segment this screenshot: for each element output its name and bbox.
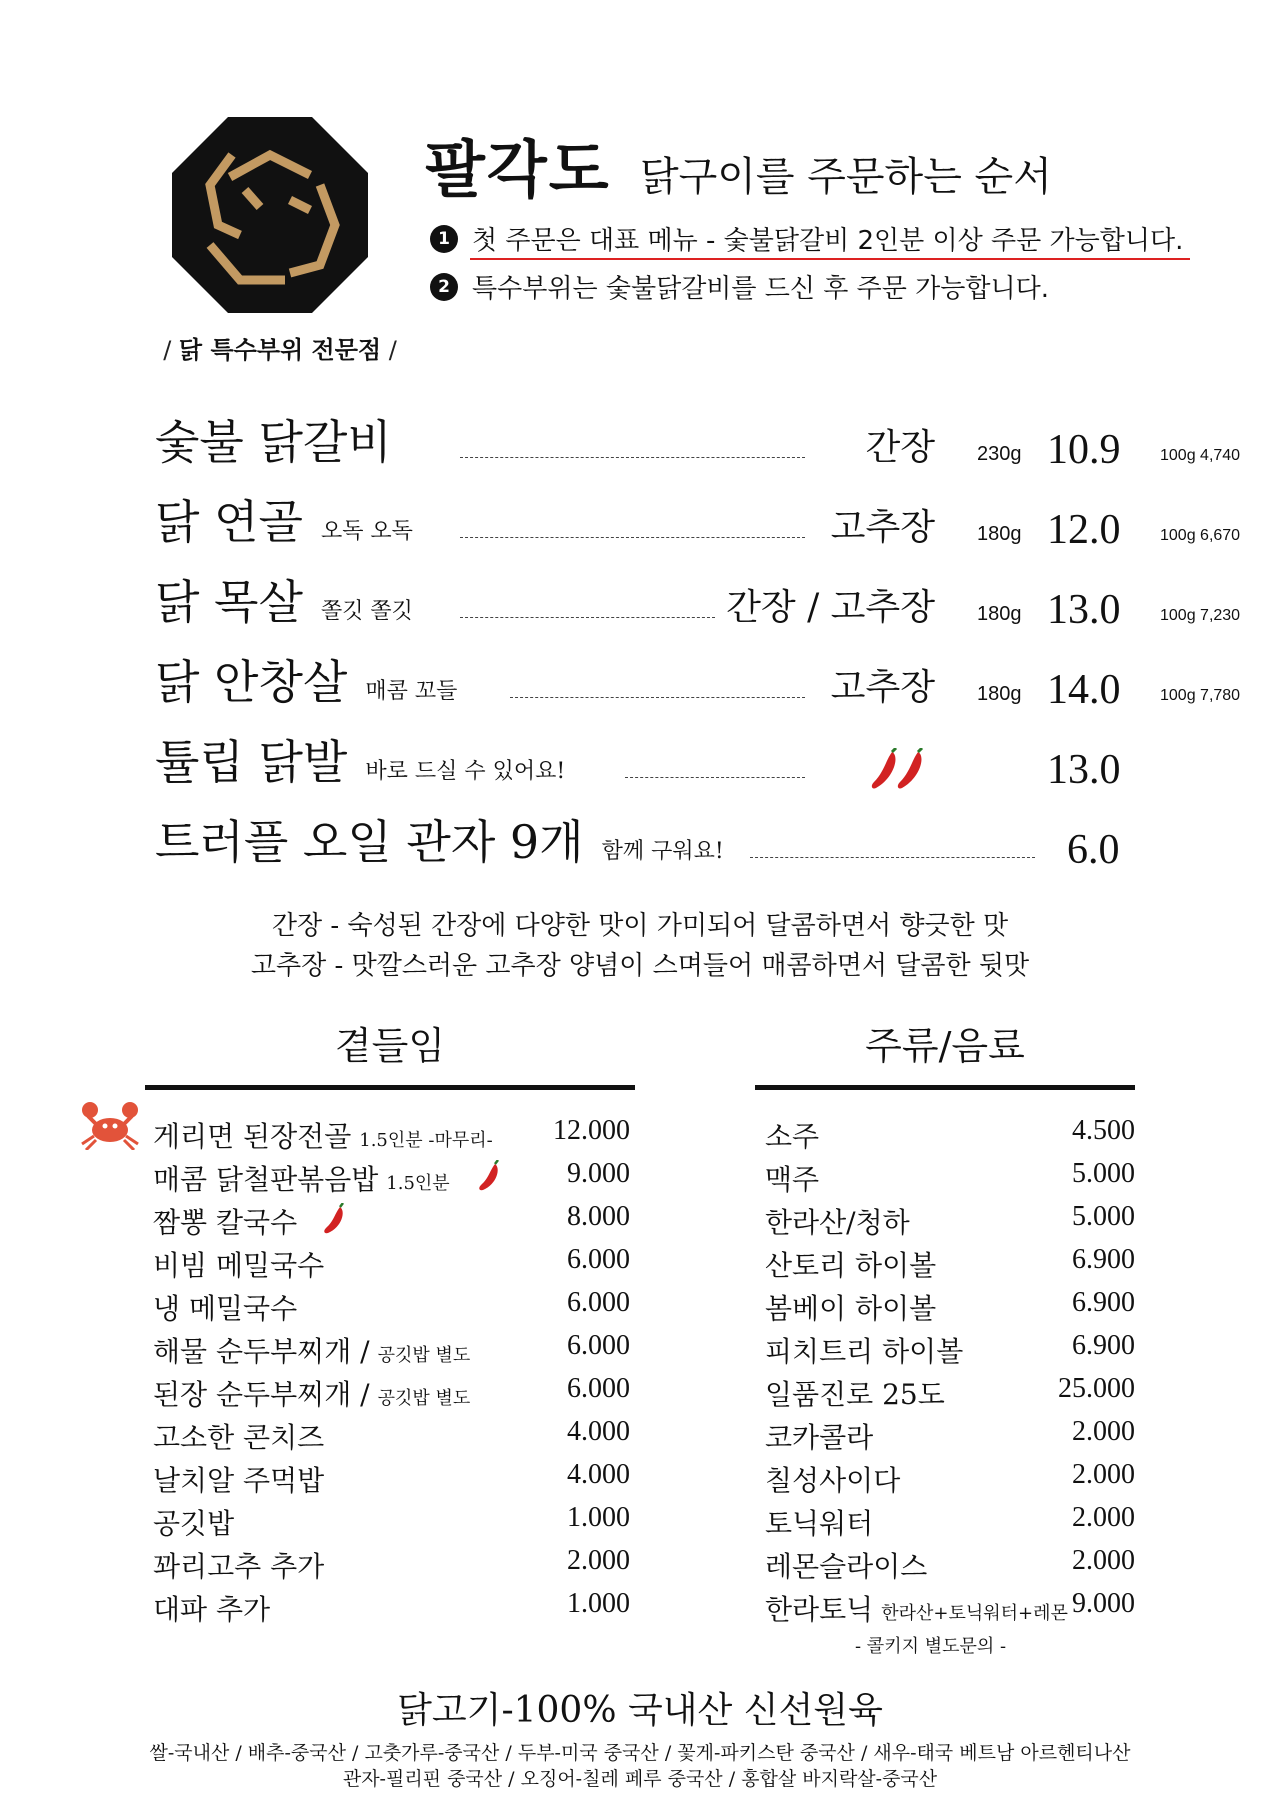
- sauce-description: 고추장 - 맛깔스러운 고추장 양념이 스며들어 매콤하면서 달콤한 뒷맛: [250, 951, 1030, 981]
- list-item: [153, 1588, 270, 1628]
- list-item-name: 날치알 주먹밥: [153, 1464, 325, 1497]
- menu-item-sauce: 고추장: [830, 507, 935, 548]
- list-item-note: 공깃밥 별도: [377, 1388, 471, 1409]
- menu-item-name: 트러플 오일 관자 9개: [155, 815, 584, 869]
- list-item: [153, 1373, 470, 1413]
- menu-item-name: 닭 목살: [155, 575, 303, 629]
- rule-underline: [470, 258, 1190, 260]
- list-item-price: 2.000: [1072, 1459, 1135, 1490]
- origin-line: 쌀-국내산 / 배추-중국산 / 고춧가루-중국산 / 두부-미국 중국산 / 꽃게-파키스탄 중국산 / 새우-태국 베트남 아르헨티나산: [149, 1742, 1131, 1764]
- menu-item-note: 쫄깃 쫄깃: [320, 599, 413, 624]
- menu-item-note: 오독 오독: [320, 519, 413, 544]
- menu-item-name: 닭 안창살: [155, 655, 348, 709]
- menu-item: [155, 570, 1255, 640]
- list-item-price: 2.000: [1072, 1545, 1135, 1576]
- list-item-name: 피치트리 하이볼: [765, 1335, 964, 1368]
- list-item-name: 비빔 메밀국수: [153, 1249, 325, 1282]
- origin-title: 닭고기-100% 국내산 신선원육: [397, 1690, 883, 1731]
- list-item-price: 1.000: [567, 1502, 630, 1533]
- list-item-name: 된장 순두부찌개 /: [153, 1378, 370, 1411]
- list-item-name: 토닉워터: [765, 1507, 874, 1540]
- list-item: [765, 1244, 936, 1284]
- menu-item-per100: 100g 7,230: [1160, 607, 1241, 624]
- list-item-name: 꽈리고추 추가: [153, 1550, 325, 1583]
- list-item-price: 9.000: [1072, 1588, 1135, 1619]
- number-badge-1: 1: [430, 225, 458, 253]
- list-item: [153, 1158, 450, 1198]
- menu-item: [155, 490, 1255, 560]
- list-item-name: 매콤 닭철판볶음밥: [153, 1163, 379, 1196]
- drinks-section-title: 주류/음료: [865, 1024, 1025, 1068]
- chili-pepper-icon: [870, 748, 932, 792]
- list-item-price: 6.900: [1072, 1330, 1135, 1361]
- list-item-name: 공깃밥: [153, 1507, 235, 1540]
- list-item: [153, 1201, 297, 1241]
- order-rule-1: 1 첫 주문은 대표 메뉴 - 숯불닭갈비 2인분 이상 주문 가능합니다.: [440, 220, 1183, 257]
- list-item-price: 8.000: [567, 1201, 630, 1232]
- list-item-price: 25.000: [1058, 1373, 1135, 1404]
- menu-item-weight: 180g: [977, 683, 1022, 705]
- menu-item-per100: 100g 7,780: [1160, 687, 1241, 704]
- list-item-note: 1.5인분: [386, 1173, 450, 1194]
- list-item: [153, 1545, 324, 1585]
- menu-item-sauce: 고추장: [830, 667, 935, 708]
- list-item-price: 6.900: [1072, 1244, 1135, 1275]
- list-item: [765, 1459, 900, 1499]
- list-item-note: 한라산+토닉워터+레몬: [881, 1603, 1068, 1624]
- chili-pepper-icon: [477, 1160, 503, 1192]
- octagon-logo-icon: [170, 115, 370, 315]
- section-divider: [145, 1085, 635, 1090]
- menu-item: [155, 410, 1255, 480]
- list-item: [153, 1459, 324, 1499]
- list-item-price: 6.000: [567, 1330, 630, 1361]
- list-item-name: 소주: [765, 1120, 820, 1153]
- list-item: [765, 1545, 927, 1585]
- list-item-note: 공깃밥 별도: [377, 1345, 471, 1366]
- dotted-leader: [460, 457, 805, 458]
- menu-item-note: 바로 드실 수 있어요!: [365, 759, 566, 784]
- menu-item-price: 13.0: [1047, 587, 1121, 633]
- menu-item-name: 튤립 닭발: [155, 735, 348, 789]
- list-item-name: 레몬슬라이스: [765, 1550, 928, 1583]
- list-item-price: 6.000: [567, 1373, 630, 1404]
- dotted-leader: [750, 857, 1035, 858]
- list-item-price: 6.900: [1072, 1287, 1135, 1318]
- list-item-name: 봄베이 하이볼: [765, 1292, 937, 1325]
- menu-item-name: 숯불 닭갈비: [155, 415, 392, 469]
- list-item-price: 5.000: [1072, 1158, 1135, 1189]
- menu-item-sauce: 간장 / 고추장: [726, 587, 935, 628]
- list-item: [765, 1502, 873, 1542]
- crab-icon: [80, 1098, 140, 1150]
- list-item-name: 냉 메밀국수: [153, 1292, 298, 1325]
- list-item: [765, 1373, 945, 1413]
- list-item-name: 맥주: [765, 1163, 820, 1196]
- sauce-description: 간장 - 숙성된 간장에 다양한 맛이 가미되어 달콤하면서 향긋한 맛: [271, 911, 1009, 941]
- menu-item-per100: 100g 6,670: [1160, 527, 1241, 544]
- list-item-name: 한라산/청하: [765, 1206, 910, 1239]
- list-item: [765, 1287, 936, 1327]
- list-item-price: 9.000: [567, 1158, 630, 1189]
- menu-item-weight: 180g: [977, 523, 1022, 545]
- list-item-price: 1.000: [567, 1588, 630, 1619]
- dotted-leader: [460, 537, 805, 538]
- menu-item-note: 매콤 꼬들: [365, 679, 458, 704]
- menu-item-price: 10.9: [1047, 427, 1121, 473]
- number-badge-2: 2: [430, 273, 458, 301]
- list-item: [765, 1201, 910, 1241]
- menu-item-price: 6.0: [1067, 827, 1120, 873]
- page-title: 닭구이를 주문하는 순서: [640, 154, 1052, 200]
- chili-pepper-icon: [322, 1203, 348, 1235]
- menu-item: [155, 810, 1255, 880]
- list-item: [765, 1330, 963, 1370]
- menu-item-sauce: 간장: [865, 427, 935, 468]
- menu-item-note: 함께 구워요!: [601, 839, 724, 864]
- menu-item: [155, 650, 1255, 720]
- list-item-name: 고소한 콘치즈: [153, 1421, 325, 1454]
- menu-item-weight: 180g: [977, 603, 1022, 625]
- list-item-name: 코카콜라: [765, 1421, 874, 1454]
- list-item-price: 2.000: [1072, 1502, 1135, 1533]
- list-item-name: 해물 순두부찌개 /: [153, 1335, 370, 1368]
- brand-name: 팔각도: [425, 133, 611, 206]
- menu-item-name: 닭 연골: [155, 495, 303, 549]
- menu-item-weight: 230g: [977, 443, 1022, 465]
- list-item: [153, 1115, 493, 1155]
- list-item: [153, 1244, 324, 1284]
- corkage-note: - 콜키지 별도문의 -: [855, 1636, 1007, 1657]
- tagline: / 닭 특수부위 전문점 /: [163, 336, 397, 364]
- list-item-name: 짬뽕 칼국수: [153, 1206, 298, 1239]
- list-item-price: 4.000: [567, 1459, 630, 1490]
- order-rule-2: 2 특수부위는 숯불닭갈비를 드신 후 주문 가능합니다.: [440, 268, 1049, 305]
- list-item: [153, 1502, 234, 1542]
- list-item-name: 대파 추가: [153, 1593, 271, 1626]
- list-item-name: 칠성사이다: [765, 1464, 901, 1497]
- list-item-name: 산토리 하이볼: [765, 1249, 937, 1282]
- list-item: [765, 1158, 819, 1198]
- list-item-price: 12.000: [553, 1115, 630, 1146]
- section-divider: [755, 1085, 1135, 1090]
- list-item: [153, 1330, 470, 1370]
- list-item-price: 6.000: [567, 1244, 630, 1275]
- list-item-price: 4.500: [1072, 1115, 1135, 1146]
- origin-line: 관자-필리핀 중국산 / 오징어-칠레 페루 중국산 / 홍합살 바지락살-중국산: [342, 1768, 938, 1790]
- list-item: [153, 1416, 324, 1456]
- sides-section-title: 곁들임: [334, 1024, 446, 1068]
- menu-item-price: 14.0: [1047, 667, 1121, 713]
- menu-item-price: 13.0: [1047, 747, 1121, 793]
- list-item-name: 한라토닉: [765, 1593, 874, 1626]
- dotted-leader: [625, 777, 805, 778]
- list-item-price: 6.000: [567, 1287, 630, 1318]
- menu-item: [155, 730, 1255, 800]
- list-item: [765, 1115, 819, 1155]
- list-item: [765, 1416, 873, 1456]
- dotted-leader: [510, 697, 805, 698]
- dotted-leader: [460, 617, 715, 618]
- menu-item-price: 12.0: [1047, 507, 1121, 553]
- list-item-price: 4.000: [567, 1416, 630, 1447]
- list-item-name: 일품진로 25도: [765, 1378, 945, 1411]
- list-item: [153, 1287, 297, 1327]
- list-item-note: 1.5인분 -마무리-: [359, 1130, 493, 1151]
- list-item-price: 2.000: [567, 1545, 630, 1576]
- menu-item-per100: 100g 4,740: [1160, 447, 1241, 464]
- list-item-price: 2.000: [1072, 1416, 1135, 1447]
- list-item-name: 게리면 된장전골: [153, 1120, 352, 1153]
- list-item-price: 5.000: [1072, 1201, 1135, 1232]
